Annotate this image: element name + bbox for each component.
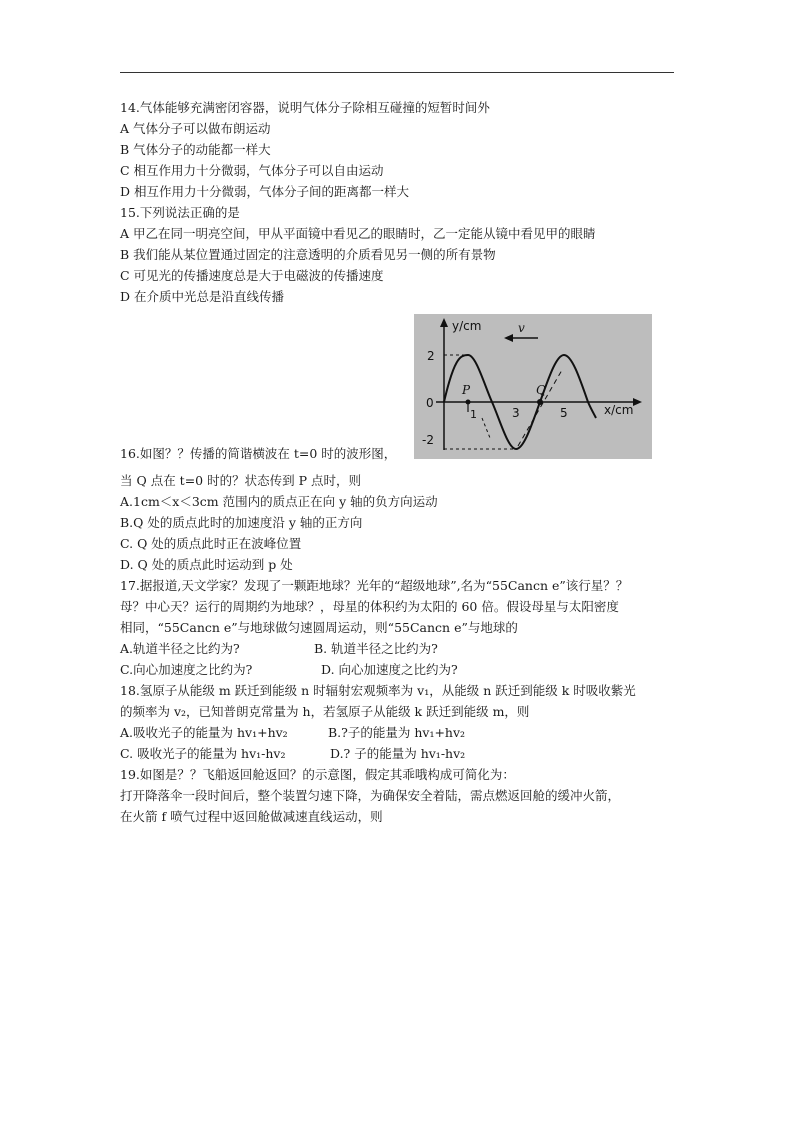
q16-option-b: B.Q 处的质点此时的加速度沿 y 轴的正方向: [120, 515, 363, 530]
origin-label: 0: [426, 396, 434, 410]
q18-stem-line-2: 的频率为 v₂，已知普朗克常量为 h，若氢原子从能级 k 跃迁到能级 m，则: [120, 704, 530, 719]
x-tick-1: 1: [470, 408, 477, 421]
q16-stem-2: 当 Q 点在 t=0 时的？状态传到 P 点时，则: [120, 473, 361, 488]
q15-option-d: D 在介质中光总是沿直线传播: [120, 289, 284, 304]
wave-figure: [414, 314, 652, 459]
q18-option-c: C. 吸收光子的能量为 hv₁-hv₂: [120, 746, 286, 761]
x-tick-3: 3: [512, 406, 520, 420]
q14-option-c: C 相互作用力十分微弱，气体分子可以自由运动: [120, 163, 384, 178]
q15-option-b: B 我们能从某位置通过固定的注意透明的介质看见另一侧的所有景物: [120, 247, 496, 262]
y-tick-neg2: -2: [422, 433, 434, 447]
velocity-label: v: [518, 321, 525, 335]
q17-stem-line-2: 母？中心天？运行的周期约为地球？，母星的体积约为太阳的 60 倍。假设母星与太阳密度: [120, 599, 619, 614]
q17-stem-line-3: 相同，“55Cancn e”与地球做匀速圆周运动，则“55Cancn e”与地球的: [120, 620, 518, 635]
q17-option-d: D. 向心加速度之比约为?: [321, 662, 458, 677]
point-p-label: P: [462, 383, 471, 397]
q18-option-d: D.? 子的能量为 hv₁-hv₂: [330, 746, 466, 761]
y-tick-2: 2: [427, 349, 435, 363]
q17-option-a: A.轨道半径之比约为?: [120, 641, 240, 656]
q18-option-b: B.?子的能量为 hv₁+hv₂: [328, 725, 466, 740]
q19-stem-line-3: 在火箭 f 喷气过程中返回舱做减速直线运动，则: [120, 809, 383, 824]
q14-option-a: A 气体分子可以做布朗运动: [120, 121, 271, 136]
q16-stem: 16.如图？？传播的简谐横波在 t=0 时的波形图，: [120, 446, 397, 461]
q17-stem-line-1: 17.据报道,天文学家？发现了一颗距地球？光年的“超级地球”,名为“55Cancn e”该行星？？: [120, 578, 629, 593]
q18-stem-line-1: 18.氢原子从能级 m 跃迁到能级 n 时辐射宏观频率为 v₁，从能级 n 跃迁到能级 k 时吸收紫光: [120, 683, 636, 698]
q15-stem: 15.下列说法正确的是: [120, 205, 240, 220]
y-axis-label: y/cm: [452, 319, 482, 333]
q14-option-d: D 相互作用力十分微弱，气体分子间的距离都一样大: [120, 184, 409, 199]
point-q-marker: [537, 399, 543, 405]
q15-option-a: A 甲乙在同一明亮空间，甲从平面镜中看见乙的眼睛时，乙一定能从镜中看见甲的眼睛: [120, 226, 596, 241]
q15-option-c: C 可见光的传播速度总是大于电磁波的传播速度: [120, 268, 384, 283]
q16-option-c: C. Q 处的质点此时正在波峰位置: [120, 536, 302, 551]
wave-graph: [414, 314, 652, 459]
q19-stem-line-2: 打开降落伞一段时间后，整个装置匀速下降，为确保安全着陆，需点燃返回舱的缓冲火箭，: [120, 788, 621, 803]
x-tick-5: 5: [560, 406, 568, 420]
q18-option-a: A.吸收光子的能量为 hv₁+hv₂: [120, 725, 288, 740]
header-rule: [120, 72, 674, 73]
point-p-marker: [466, 400, 471, 405]
q16-option-d: D. Q 处的质点此时运动到 p 处: [120, 557, 293, 572]
q14-option-b: B 气体分子的动能都一样大: [120, 142, 271, 157]
q17-option-c: C.向心加速度之比约为?: [120, 662, 253, 677]
q17-option-b: B. 轨道半径之比约为?: [314, 641, 438, 656]
q16-option-a: A.1cm＜x＜3cm 范围内的质点正在向 y 轴的负方向运动: [120, 494, 438, 509]
point-q-label: Q: [536, 383, 546, 397]
x-axis-label: x/cm: [604, 403, 634, 417]
q19-stem-line-1: 19.如图是？？飞船返回舱返回？的示意图，假定其乖哦构成可简化为：: [120, 767, 515, 782]
q14-stem: 14.气体能够充满密闭容器，说明气体分子除相互碰撞的短暂时间外: [120, 100, 490, 115]
